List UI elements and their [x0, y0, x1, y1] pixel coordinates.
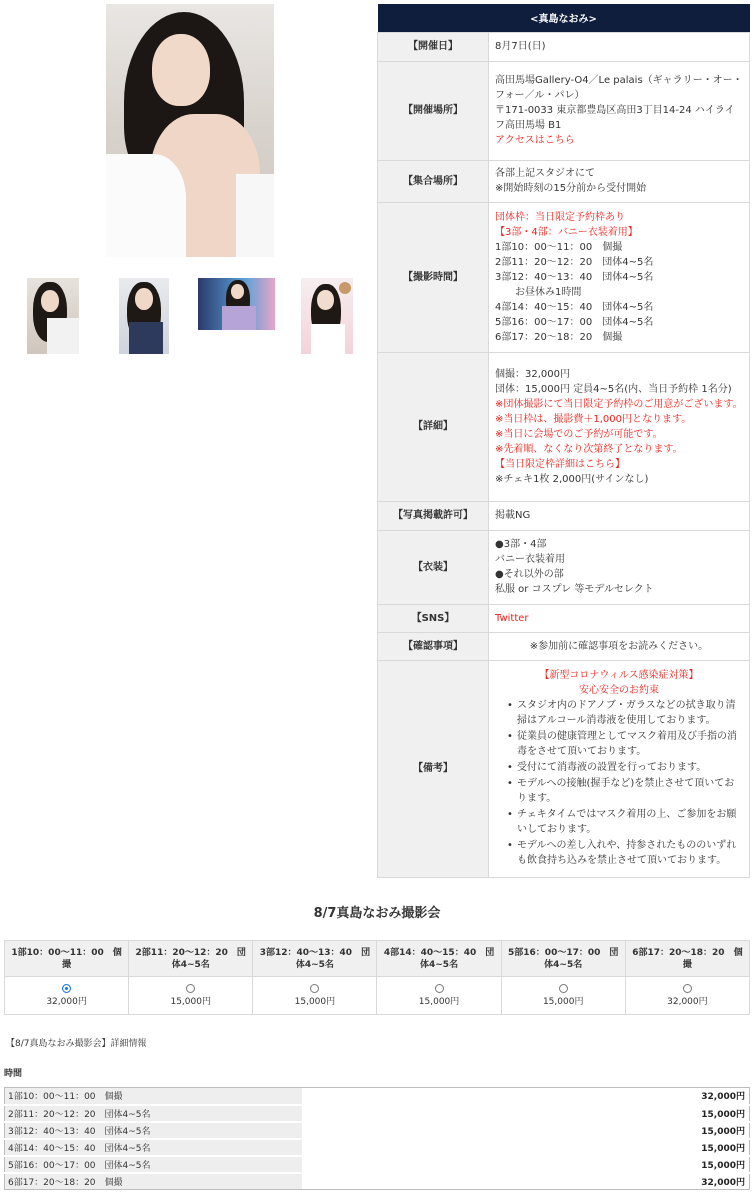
thumbnail-3[interactable]	[198, 278, 275, 330]
meeting-line-2: ※開始時刻の15分前から受付開始	[495, 183, 647, 194]
price-row	[5, 1156, 750, 1173]
detail-line-4: ※当日枠は、撮影費＋1,000円となります。	[495, 413, 692, 425]
price-row-value: 32,000円	[302, 1088, 750, 1105]
slot-option-1[interactable]	[5, 977, 129, 1015]
notes-list	[495, 698, 743, 868]
price-row-value: 15,000円	[302, 1139, 750, 1156]
meeting-line-1: 各部上記スタジオにて	[495, 168, 595, 179]
label-photo-permission: 【写真掲載許可】	[378, 501, 489, 530]
note-item: • モデルへの接触(握手など)を禁止させて頂いております。	[507, 776, 743, 806]
slot-radio-2[interactable]	[186, 984, 195, 993]
label-details: 【詳細】	[378, 352, 489, 501]
price-row	[5, 1122, 750, 1139]
thumbnail-1[interactable]	[27, 278, 79, 354]
time-line-3: 1部10：00～11：00 個撮	[495, 241, 623, 253]
note-item: • チェキタイムではマスク着用の上、ご参加をお願いしております。	[507, 807, 743, 837]
slot-header-5: 5部16：00～17：00 団体4~5名	[501, 941, 625, 977]
price-row	[5, 1088, 750, 1105]
value-meeting-place	[489, 160, 750, 202]
slot-option-5[interactable]	[501, 977, 625, 1015]
price-row	[5, 1105, 750, 1122]
slot-price-5: 15,000円	[542, 996, 584, 1007]
value-sns	[489, 604, 750, 632]
costume-line-4: 私服 or コスプレ 等モデルセレクト	[495, 584, 654, 595]
slot-price-6: 32,000円	[667, 996, 708, 1007]
notes-heading-1: 【新型コロナウィルス感染症対策】	[539, 670, 699, 681]
confirmation-link[interactable]: ※参加前に確認事項をお読みください。	[489, 632, 750, 660]
price-row-name: 3部12：40～13：40 団体4~5名	[5, 1122, 302, 1139]
label-costume: 【衣装】	[378, 530, 489, 604]
slot-header-3: 3部12：40～13：40 団体4~5名	[253, 941, 377, 977]
date-text: 8月7日(日)	[495, 41, 546, 52]
detail-line-2: 団体：15,000円 定員4~5名(内、当日予約枠 1名分)	[495, 383, 732, 395]
access-link[interactable]: アクセスはこちら	[495, 135, 575, 146]
event-title: 8/7真島なおみ撮影会	[313, 906, 441, 921]
price-row-name: 4部14：40～15：40 団体4~5名	[5, 1139, 302, 1156]
thumbnail-4[interactable]	[301, 278, 353, 354]
slot-option-3[interactable]	[253, 977, 377, 1015]
value-venue	[489, 61, 750, 160]
slot-price-3: 15,000円	[294, 996, 336, 1007]
slot-radio-5[interactable]	[559, 984, 568, 993]
detail-line-6: ※先着順、なくなり次第終了となります。	[495, 443, 683, 455]
costume-line-3: ●それ以外の部	[495, 569, 564, 580]
main-model-photo	[106, 4, 274, 257]
slot-price-4: 15,000円	[418, 996, 460, 1007]
model-name-header: <真島なおみ>	[378, 4, 750, 32]
detail-line-8: ※チェキ1枚 2,000円(サインなし)	[495, 473, 649, 485]
label-date: 【開催日】	[378, 32, 489, 61]
price-table	[4, 1087, 750, 1190]
time-line-6: お昼休み1時間	[495, 286, 582, 298]
note-item: • 従業員の健康管理としてマスク着用及び手指の消毒をさせて頂いております。	[507, 729, 743, 759]
detail-line-1: 個撮：32,000円	[495, 368, 570, 380]
value-costume	[489, 530, 750, 604]
label-shoot-time: 【撮影時間】	[378, 202, 489, 352]
time-line-2: 【3部・4部：バニー衣装着用】	[495, 226, 638, 238]
thumbnail-2[interactable]	[119, 278, 169, 354]
venue-address: 〒171-0033 東京都豊島区高田3丁目14-24 ハイライフ高田馬場 B1	[495, 105, 735, 131]
slot-option-6[interactable]	[625, 977, 749, 1015]
price-row-value: 15,000円	[302, 1105, 750, 1122]
slot-price-2: 15,000円	[170, 996, 211, 1007]
slot-selection-table	[4, 940, 750, 1015]
time-line-8: 5部16：00～17：00 団体4~5名	[495, 316, 654, 328]
costume-line-1: ●3部・4部	[495, 539, 547, 550]
note-item: • モデルへの差し入れや、持参されたもののいずれも飲食持ち込みを禁止させて頂いております。	[507, 838, 743, 868]
detail-line-3: ※団体撮影にて当日限定予約枠のご用意がございます。	[495, 398, 743, 410]
slot-radio-4[interactable]	[435, 984, 444, 993]
detail-line-5: ※当日に会場でのご予約が可能です。	[495, 428, 663, 440]
time-line-7: 4部14：40～15：40 団体4~5名	[495, 301, 654, 313]
time-label: 時間	[4, 1069, 23, 1079]
price-row-name: 2部11：20～12：20 団体4~5名	[5, 1105, 302, 1122]
price-row-name: 6部17：20～18：20 個撮	[5, 1173, 302, 1190]
time-line-9: 6部17：20～18：20 個撮	[495, 331, 623, 343]
label-sns: 【SNS】	[378, 604, 489, 632]
value-shoot-time	[489, 202, 750, 352]
value-photo-permission: 掲載NG	[489, 501, 750, 530]
price-row	[5, 1139, 750, 1156]
label-venue: 【開催場所】	[378, 61, 489, 160]
model-info-table	[377, 4, 750, 878]
price-row-value: 32,000円	[302, 1173, 750, 1190]
slot-price-1: 32,000円	[46, 996, 87, 1007]
value-details	[489, 352, 750, 501]
slot-option-2[interactable]	[129, 977, 253, 1015]
value-notes	[489, 660, 750, 877]
photo-shirt-right	[236, 174, 274, 257]
label-notes: 【備考】	[378, 660, 489, 877]
slot-header-4: 4部14：40～15：40 団体4~5名	[377, 941, 501, 977]
slot-radio-6[interactable]	[683, 984, 692, 993]
note-item: • スタジオ内のドアノブ・ガラスなどの拭き取り清掃はアルコール消毒液を使用しております。	[507, 698, 743, 728]
price-row-name: 1部10：00～11：00 個撮	[5, 1088, 302, 1105]
note-item: • 受付にて消毒液の設置を行っております。	[507, 760, 743, 775]
label-confirmation: 【確認事項】	[378, 632, 489, 660]
slot-radio-3[interactable]	[310, 984, 319, 993]
photo-shirt	[106, 154, 186, 257]
price-row-name: 5部16：00～17：00 団体4~5名	[5, 1156, 302, 1173]
price-row-value: 15,000円	[302, 1156, 750, 1173]
slot-header-6: 6部17：20～18：20 個撮	[625, 941, 749, 977]
time-line-1: 団体枠：当日限定予約枠あり	[495, 211, 625, 223]
same-day-detail-link[interactable]: 【当日限定枠詳細はこちら】	[495, 458, 625, 470]
venue-name: 高田馬場Gallery-O4／Le palais（ギャラリー・オー・フォー／ル・パレ）	[495, 75, 743, 101]
time-line-5: 3部12：40～13：40 団体4~5名	[495, 271, 654, 283]
photo-face	[152, 34, 210, 106]
detail-caption: 【8/7真島なおみ撮影会】詳細情報	[6, 1039, 147, 1049]
value-date	[489, 32, 750, 61]
slot-header-1: 1部10：00～11：00 個撮	[5, 941, 129, 977]
slot-header-2: 2部11：20～12：20 団体4~5名	[129, 941, 253, 977]
price-row	[5, 1173, 750, 1190]
costume-line-2: バニー衣装着用	[495, 554, 565, 565]
price-row-value: 15,000円	[302, 1122, 750, 1139]
slot-option-4[interactable]	[377, 977, 501, 1015]
slot-radio-1[interactable]	[62, 984, 71, 993]
twitter-link[interactable]: Twitter	[495, 612, 529, 624]
label-meeting-place: 【集合場所】	[378, 160, 489, 202]
notes-heading-2: 安心安全のお約束	[579, 685, 659, 696]
time-line-4: 2部11：20～12：20 団体4~5名	[495, 256, 654, 268]
